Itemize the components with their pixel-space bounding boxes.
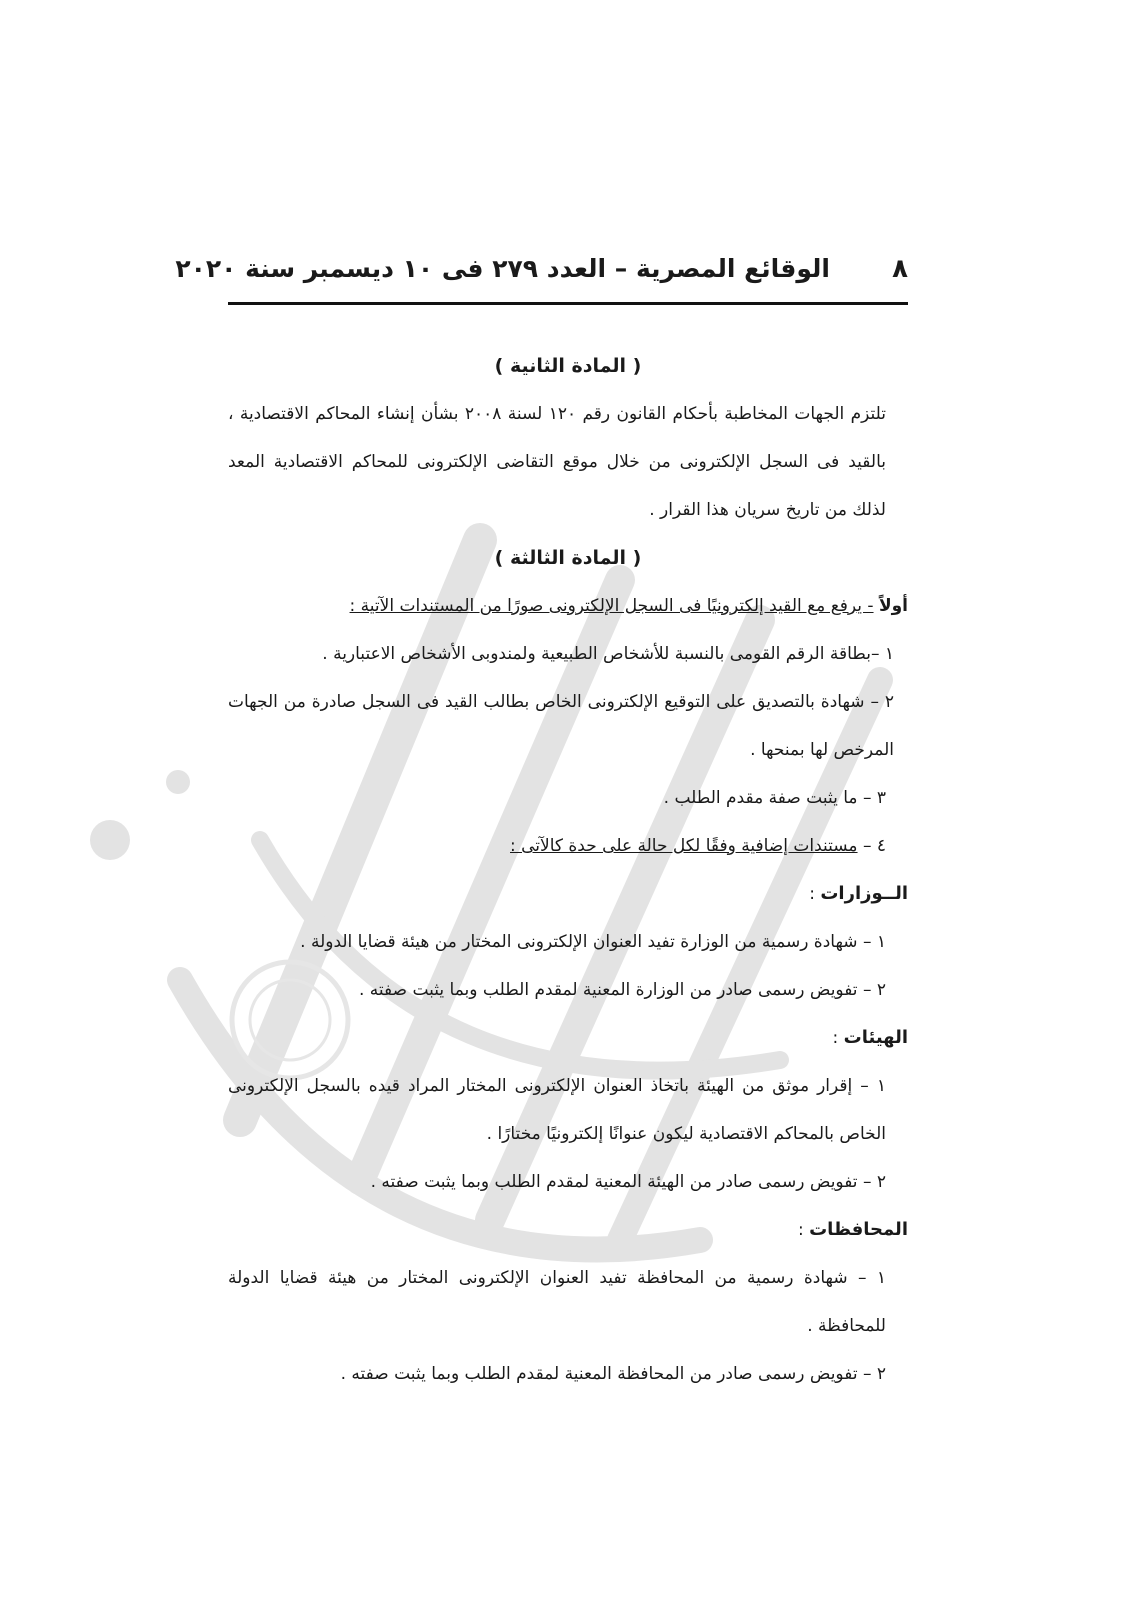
first-clause-text: - يرفع مع القيد إلكترونيًا فى السجل الإلكترونى صورًا من المستندات الآتية : xyxy=(349,596,874,616)
ministries-section-title xyxy=(228,870,908,918)
authorities-colon: : xyxy=(832,1028,844,1048)
governorates-colon: : xyxy=(797,1220,810,1240)
governorates-title: المحافظات xyxy=(809,1219,908,1240)
governorates-section-title xyxy=(228,1206,908,1254)
first-label: أولاً xyxy=(878,596,908,616)
document-item-2: ٢ – شهادة بالتصديق على التوقيع الإلكترونى الخاص بطالب القيد فى السجل صادرة من الجهات المرخص لها بمنحها . xyxy=(228,692,894,760)
article-2-text: تلتزم الجهات المخاطبة بأحكام القانون رقم ١٢٠ لسنة ٢٠٠٨ بشأن إنشاء المحاكم الاقتصادية ، بالقيد فى السجل الإلكترونى من خلال موقع التقاضى الإلكترونى للمحاكم الاقتصادية المعد لذلك من تاريخ سريان هذا القرار . xyxy=(228,404,887,520)
article-2-heading: ( المادة الثانية ) xyxy=(494,355,642,377)
document-item-3: ٣ – ما يثبت صفة مقدم الطلب . xyxy=(663,788,886,808)
item-4-text: مستندات إضافية وفقًا لكل حالة على حدة كالآتى : xyxy=(510,836,858,856)
article-3-first-clause xyxy=(228,582,908,630)
page-number: ٨ xyxy=(892,254,908,284)
page-header xyxy=(175,252,908,300)
document-body xyxy=(228,342,908,1398)
ministries-item-2: ٢ – تفويض رسمى صادر من الوزارة المعنية لمقدم الطلب وبما يثبت صفته . xyxy=(358,980,886,1000)
authorities-section-title xyxy=(228,1014,908,1062)
article-3-heading: ( المادة الثالثة ) xyxy=(494,547,642,569)
authorities-item-2: ٢ – تفويض رسمى صادر من الهيئة المعنية لمقدم الطلب وبما يثبت صفته . xyxy=(370,1172,886,1192)
gazette-title: الوقائع المصرية – العدد ٢٧٩ فى ١٠ ديسمبر سنة ٢٠٢٠ xyxy=(175,254,830,283)
ministries-title: الــوزارات xyxy=(820,883,908,904)
ministries-colon: : xyxy=(809,884,821,904)
document-item-1: ١ –بطاقة الرقم القومى بالنسبة للأشخاص الطبيعية ولمندوبى الأشخاص الاعتبارية . xyxy=(322,644,894,664)
document-item-4 xyxy=(228,822,908,870)
authorities-title: الهيئات xyxy=(843,1027,908,1048)
ministries-item-1: ١ – شهادة رسمية من الوزارة تفيد العنوان الإلكترونى المختار من هيئة قضايا الدولة . xyxy=(300,932,886,952)
governorates-item-2: ٢ – تفويض رسمى صادر من المحافظة المعنية لمقدم الطلب وبما يثبت صفته . xyxy=(340,1364,886,1384)
authorities-item-1: ١ – إقرار موثق من الهيئة باتخاذ العنوان الإلكترونى المختار المراد قيده بالسجل الإلكترونى الخاص بالمحاكم الاقتصادية ليكون عنوانًا إلكترونيًا مختارًا . xyxy=(228,1076,886,1144)
item-4-number: ٤ – xyxy=(857,836,886,856)
governorates-item-1: ١ – شهادة رسمية من المحافظة تفيد العنوان الإلكترونى المختار من هيئة قضايا الدولة للمحافظة . xyxy=(228,1268,886,1336)
header-divider xyxy=(228,302,908,305)
